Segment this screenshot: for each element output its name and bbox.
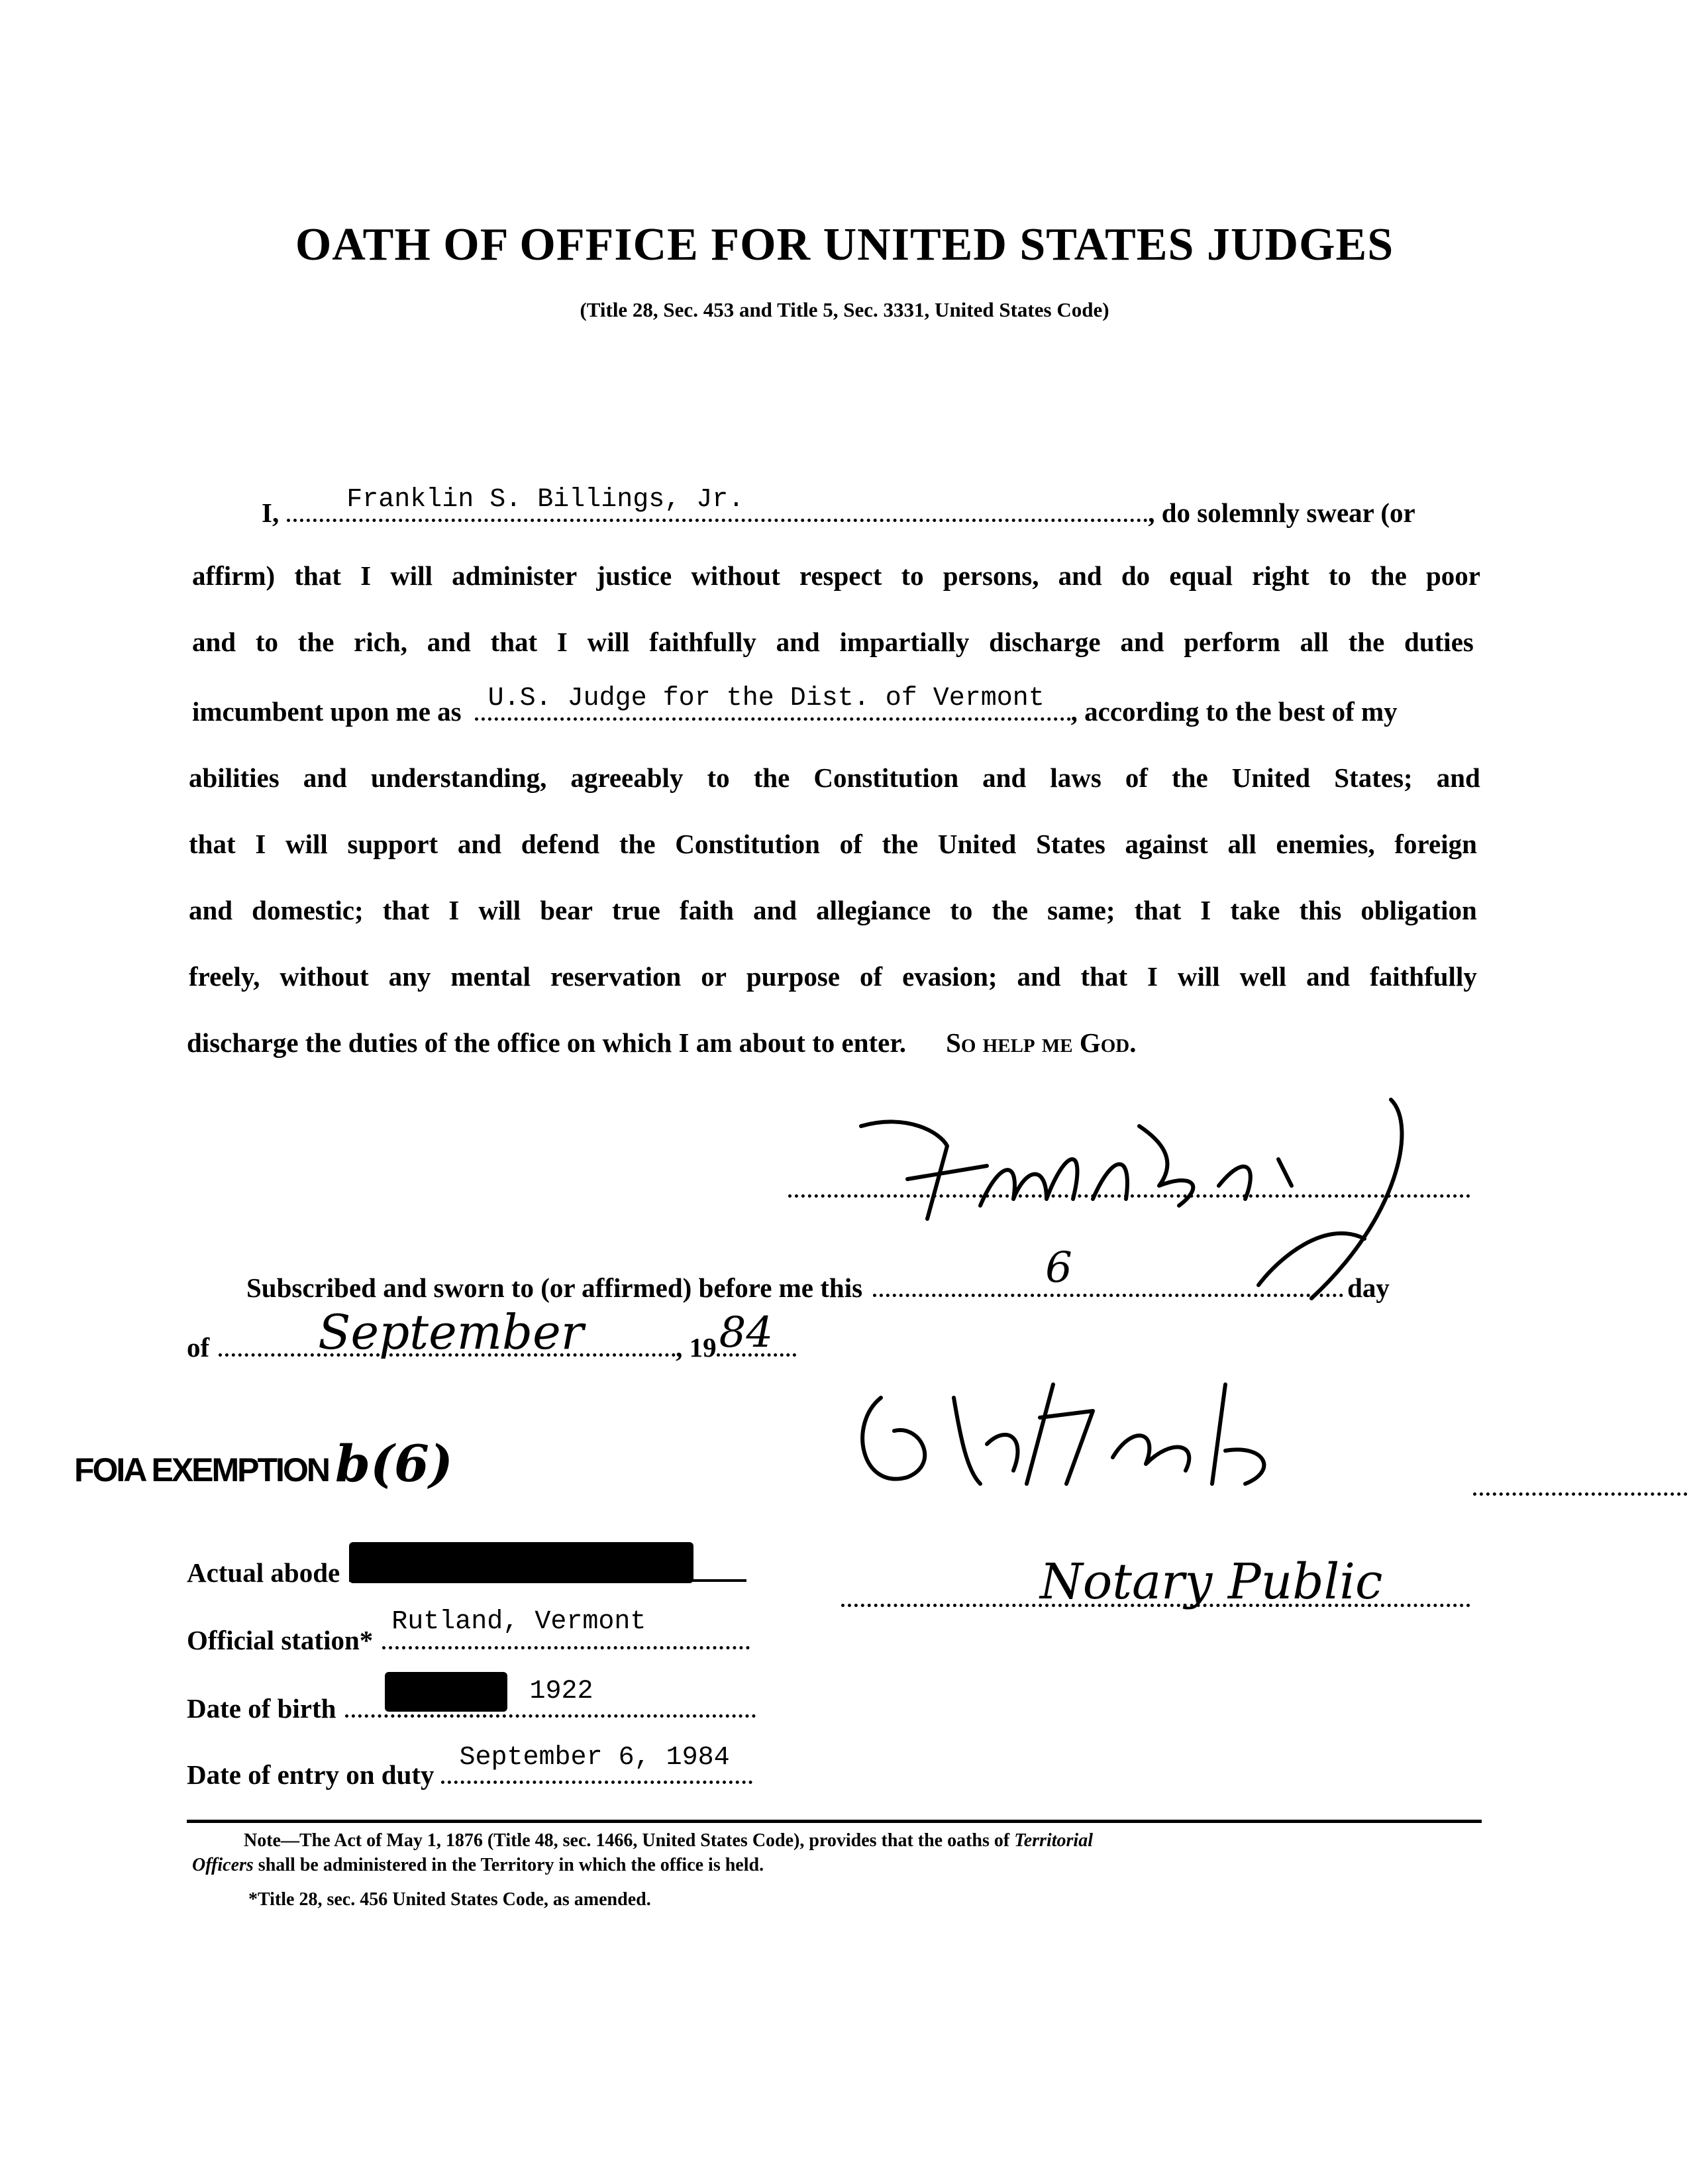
date-of-birth-field [345, 1677, 756, 1718]
actual-abode-field [349, 1577, 746, 1582]
official-station-value: Rutland, Vermont [391, 1607, 646, 1637]
oath-line-4-prefix: imcumbent upon me as [192, 696, 462, 727]
date-of-entry-row [187, 1743, 752, 1791]
document-title: OATH OF OFFICE FOR UNITED STATES JUDGES [295, 219, 1394, 270]
oath-line-1-prefix: I, [262, 497, 280, 528]
date-of-birth-year: , 1922 [497, 1677, 593, 1706]
office-title: U.S. Judge for the Dist. of Vermont [487, 684, 1045, 713]
subscription-prefix: Subscribed and sworn to (or affirmed) before me this [246, 1273, 863, 1303]
year-field [717, 1308, 796, 1357]
footnote: *Title 28, sec. 456 United States Code, as amended. [248, 1889, 651, 1910]
note-line-2-text: shall be administered in the Territory in which the office is held. [258, 1855, 764, 1875]
note-italic-territorial: Territorial [1014, 1830, 1093, 1851]
oath-line-9 [187, 1027, 1136, 1059]
month-year-line [187, 1304, 796, 1363]
actual-abode-redaction [349, 1542, 693, 1583]
notary-title: Notary Public [1040, 1553, 1383, 1610]
oath-line-4-suffix: , according to the best of my [1070, 696, 1398, 727]
oath-line-1-suffix: , do solemnly swear (or [1148, 497, 1415, 528]
note-italic-officers: Officers [192, 1855, 254, 1875]
office-field [475, 684, 1071, 721]
foia-exemption-stamp [74, 1434, 453, 1493]
notary-signature [854, 1371, 1358, 1504]
of-label: of [187, 1332, 210, 1363]
subscription-line [246, 1243, 1390, 1304]
month-field [219, 1304, 676, 1360]
date-of-entry-label: Date of entry on duty [187, 1759, 435, 1790]
date-of-entry-value: September 6, 1984 [459, 1743, 730, 1773]
oath-line-3: and to the rich, and that I will faithfully and impartially discharge and perform all the duties [192, 627, 1474, 657]
note-line-2 [192, 1855, 764, 1876]
note-line-1 [244, 1830, 1093, 1851]
oath-line-4 [192, 684, 1398, 727]
day-value: 6 [1045, 1243, 1072, 1292]
oath-line-5: abilities and understanding, agreeably to the Constitution and laws of the United States; and [189, 762, 1480, 793]
date-of-birth-redaction [385, 1672, 507, 1712]
foia-label: FOIA EXEMPTION [74, 1451, 329, 1488]
month-value: September [318, 1304, 584, 1360]
official-station-row [187, 1607, 750, 1656]
oath-line-7: and domestic; that I will bear true faith and allegiance to the same; that I take this obligation [189, 895, 1477, 925]
notary-signature-line [1473, 1490, 1689, 1496]
notary-title-line [841, 1553, 1470, 1610]
judge-name: Franklin S. Billings, Jr. [346, 485, 744, 515]
day-suffix: day [1347, 1273, 1390, 1303]
oath-line-6: that I will support and defend the Constitution of the United States against all enemies, foreign [189, 829, 1477, 859]
actual-abode-label: Actual abode [187, 1557, 340, 1588]
official-station-label: Official station* [187, 1625, 374, 1655]
note-prefix: Note—The Act of May 1, 1876 (Title 48, sec. 1466, United States Code), provides that the oaths of [244, 1830, 1010, 1851]
foia-code: b(6) [334, 1434, 453, 1493]
oath-line-9-text: discharge the duties of the office on which I am about to enter. [187, 1027, 907, 1058]
oath-line-2: affirm) that I will administer justice without respect to persons, and do equal right to the poor [192, 560, 1480, 591]
document-subtitle: (Title 28, Sec. 453 and Title 5, Sec. 3331, United States Code) [580, 298, 1109, 321]
year-value: 84 [719, 1308, 774, 1357]
name-field [287, 485, 1148, 522]
date-of-entry-field [441, 1743, 752, 1784]
actual-abode-row [187, 1557, 746, 1588]
date-of-birth-label: Date of birth [187, 1693, 336, 1724]
footer-rule [187, 1820, 1482, 1823]
oath-line-8: freely, without any mental reservation or purpose of evasion; and that I will well and faithfully [189, 961, 1477, 992]
oath-closing: So help me God. [946, 1027, 1137, 1058]
day-field [873, 1243, 1343, 1297]
date-of-birth-row [187, 1677, 756, 1724]
oath-line-1 [262, 485, 1415, 529]
official-station-field [382, 1607, 750, 1649]
year-prefix: , 19 [676, 1332, 717, 1363]
